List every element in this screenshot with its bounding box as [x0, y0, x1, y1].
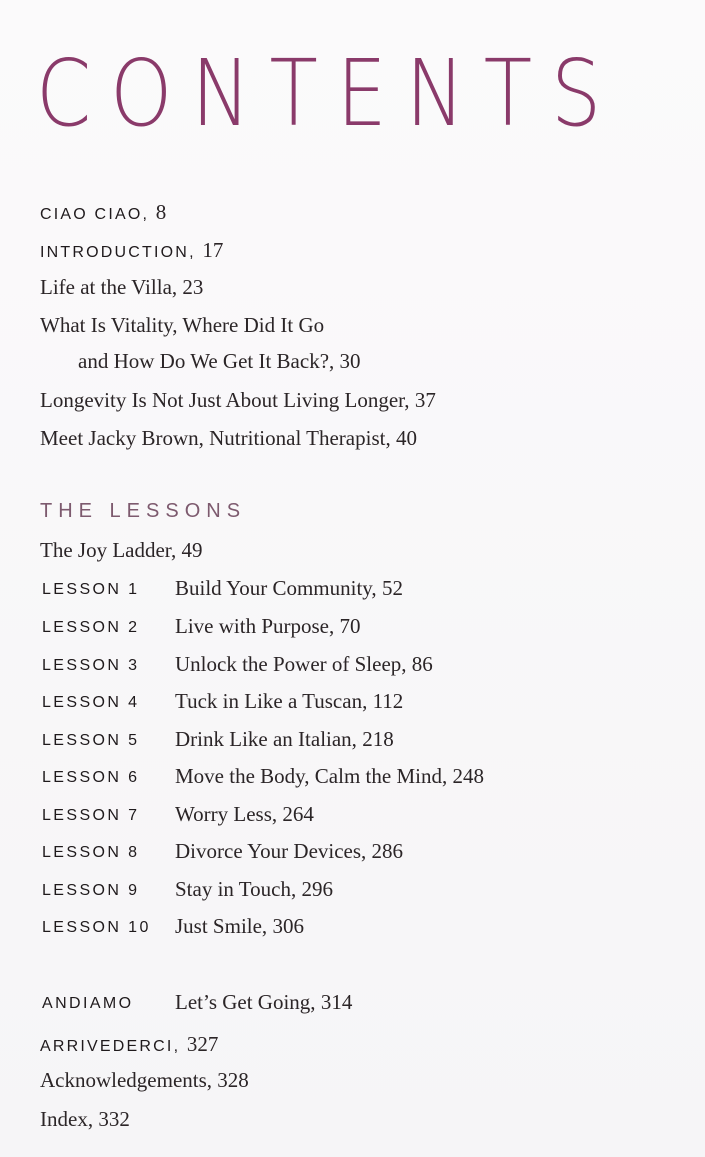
lesson-label: LESSON 3 [42, 657, 140, 674]
toc-entry-lesson-5[interactable] [175, 727, 394, 752]
entry-title: Worry Less, [175, 802, 278, 826]
entry-title: Drink Like an Italian, [175, 727, 357, 751]
entry-title: Let’s Get Going, [175, 990, 316, 1014]
entry-label: CIAO CIAO [40, 206, 143, 223]
entry-title: Index, [40, 1107, 94, 1131]
entry-page-number: 86 [411, 652, 433, 676]
entry-title: Unlock the Power of Sleep, [175, 652, 407, 676]
lesson-label: LESSON 1 [42, 581, 140, 598]
lesson-label: LESSON 10 [42, 919, 151, 936]
entry-page-number: 328 [217, 1068, 249, 1092]
entry-page-number: 70 [339, 614, 361, 638]
lesson-label: LESSON 7 [42, 807, 140, 824]
toc-entry-lesson-2[interactable] [175, 614, 360, 639]
section-heading-the-lessons: THE LESSONS [40, 500, 247, 522]
page-title: CONTENTS [36, 40, 621, 147]
entry-title: Life at the Villa, [40, 275, 178, 299]
toc-entry-life-at-the-villa[interactable] [40, 275, 203, 300]
entry-title: Build Your Community, [175, 576, 377, 600]
entry-title: Tuck in Like a Tuscan, [175, 689, 368, 713]
entry-title: Just Smile, [175, 914, 268, 938]
toc-entry-joy-ladder[interactable] [40, 538, 202, 563]
toc-entry-longevity[interactable] [40, 388, 436, 413]
entry-page-number: 52 [381, 576, 403, 600]
entry-page-number: 112 [372, 689, 404, 713]
entry-page-number: 248 [452, 764, 484, 788]
entry-label: ARRIVEDERCI [40, 1038, 174, 1055]
lesson-label: LESSON 9 [42, 882, 140, 899]
entry-page-number: 17 [202, 238, 224, 262]
toc-entry-lesson-6[interactable] [175, 764, 484, 789]
lesson-label: LESSON 8 [42, 844, 140, 861]
entry-page-number: 296 [301, 877, 333, 901]
toc-entry-lesson-10[interactable] [175, 914, 304, 939]
entry-label: INTRODUCTION [40, 244, 190, 261]
entry-title: Divorce Your Devices, [175, 839, 367, 863]
entry-page-number: 306 [272, 914, 304, 938]
toc-entry-lesson-7[interactable] [175, 802, 314, 827]
entry-page-number: 218 [362, 727, 394, 751]
entry-page-number: 264 [282, 802, 314, 826]
entry-title: Live with Purpose, [175, 614, 335, 638]
toc-entry-acknowledgements[interactable] [40, 1068, 249, 1093]
entry-title: What Is Vitality, Where Did It Go [40, 313, 325, 337]
toc-entry-lesson-3[interactable] [175, 652, 433, 677]
toc-entry-what-is-vitality[interactable] [40, 313, 324, 338]
entry-title: Stay in Touch, [175, 877, 297, 901]
entry-title: The Joy Ladder, [40, 538, 177, 562]
lesson-label: LESSON 2 [42, 619, 140, 636]
entry-title: Move the Body, Calm the Mind, [175, 764, 448, 788]
toc-entry-introduction[interactable]: INTRODUCTION, 17 [40, 238, 224, 262]
lesson-label: LESSON 6 [42, 769, 140, 786]
entry-title: and How Do We Get It Back?, [78, 349, 335, 373]
toc-entry-lesson-8[interactable] [175, 839, 403, 864]
toc-entry-arrivederci[interactable]: ARRIVEDERCI, 327 [40, 1032, 219, 1056]
entry-page-number: 23 [182, 275, 204, 299]
entry-page-number: 314 [320, 990, 353, 1014]
entry-page-number: 8 [155, 200, 167, 224]
entry-page-number: 37 [414, 388, 436, 412]
entry-page-number: 49 [181, 538, 203, 562]
lesson-label: LESSON 5 [42, 732, 140, 749]
toc-entry-lesson-1[interactable] [175, 576, 403, 601]
entry-page-number: 30 [339, 349, 361, 373]
entry-page-number: 332 [98, 1107, 130, 1131]
toc-entry-index[interactable] [40, 1107, 130, 1132]
toc-entry-andiamo[interactable] [175, 990, 352, 1015]
entry-page-number: 286 [371, 839, 404, 863]
entry-page-number: 40 [395, 426, 417, 450]
entry-title: Longevity Is Not Just About Living Longer, [40, 388, 410, 412]
toc-entry-ciao-ciao[interactable]: CIAO CIAO, 8 [40, 200, 167, 224]
entry-page-number: 327 [186, 1032, 219, 1056]
toc-entry-lesson-4[interactable] [175, 689, 403, 714]
andiamo-label: ANDIAMO [42, 995, 134, 1012]
entry-title: Meet Jacky Brown, Nutritional Therapist, [40, 426, 391, 450]
toc-entry-what-is-vitality-continued[interactable] [78, 349, 361, 374]
lesson-label: LESSON 4 [42, 694, 140, 711]
entry-title: Acknowledgements, [40, 1068, 213, 1092]
toc-entry-meet-jacky-brown[interactable] [40, 426, 417, 451]
toc-entry-lesson-9[interactable] [175, 877, 333, 902]
